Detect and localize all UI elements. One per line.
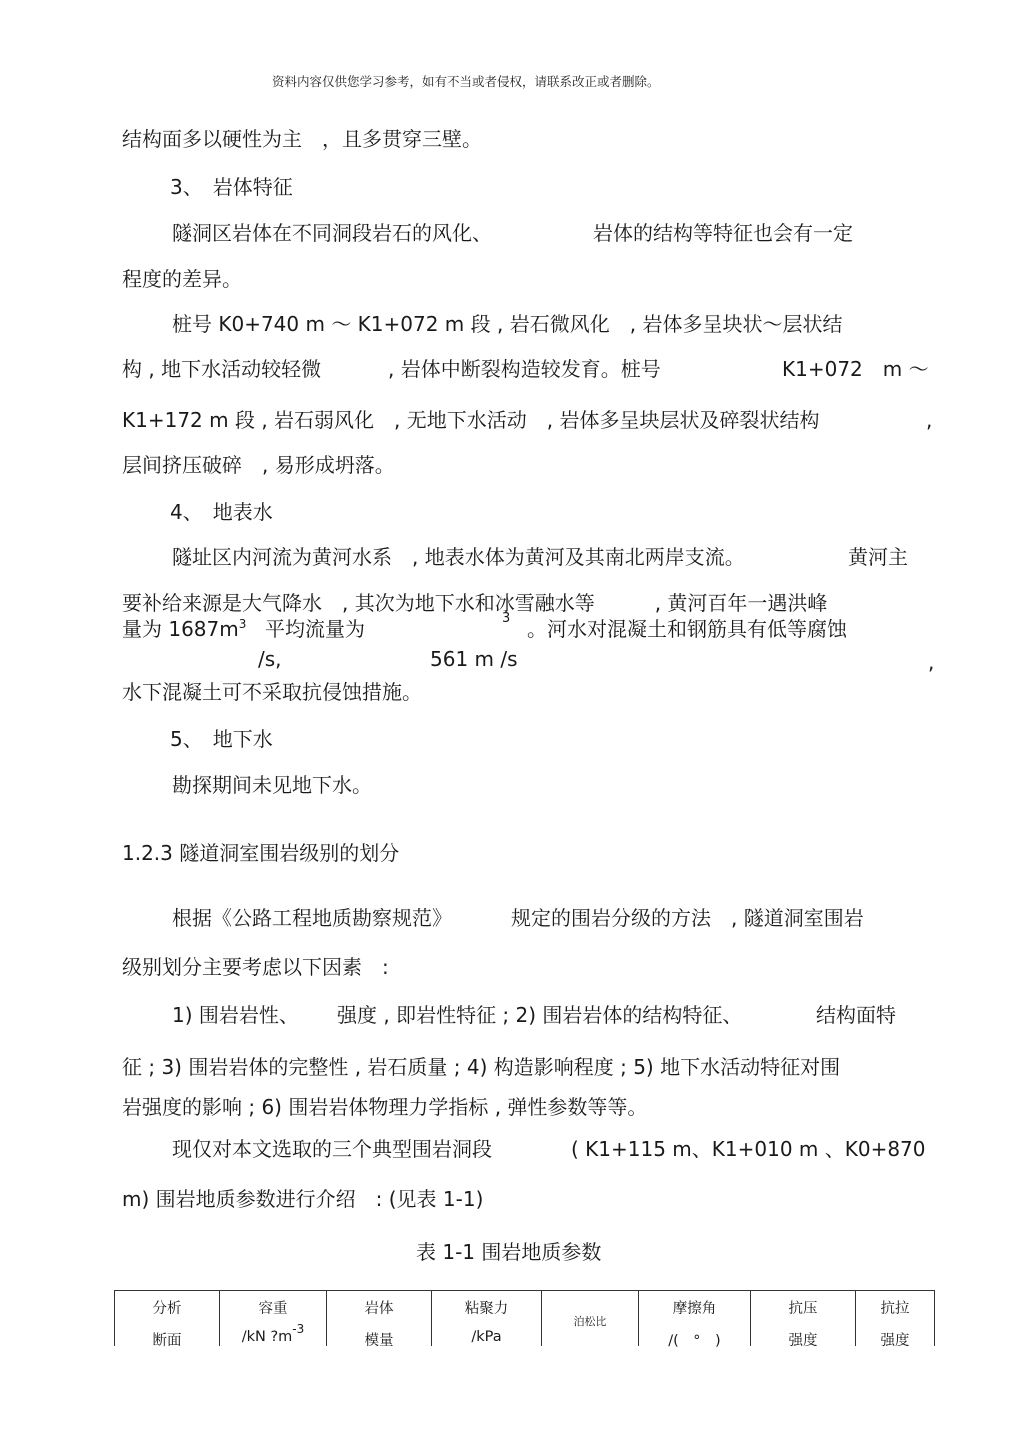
text-line: 强度 , 即岩性特征 ; 2) 围岩岩体的结构特征、 (337, 1003, 743, 1027)
text-line: 结构面多以硬性为主 ，且多贯穿三壁。 (122, 127, 482, 151)
rock-parameters-table (114, 1290, 935, 1349)
text-line: ( K1+115 m、K1+010 m 、K0+870 (571, 1137, 926, 1161)
text-line: K1+072 m ～ (782, 357, 929, 381)
text-line: 隧址区内河流为黄河水系 , 地表水体为黄河及其南北两岸支流。 (172, 545, 745, 569)
table-header-row (115, 1291, 935, 1347)
text-line: 岩体的结构等特征也会有一定 (593, 221, 853, 245)
section-heading: 1.2.3 隧道洞室围岩级别的划分 (122, 841, 400, 865)
table-caption: 表 1-1 围岩地质参数 (416, 1240, 602, 1264)
header-cell: 岩体 模量 (327, 1291, 432, 1347)
text-line: 黄河主 (848, 545, 908, 569)
text-line: 要补给来源是大气降水 , 其次为地下水和冰雪融水等 , 黄河百年一遇洪峰 (122, 591, 828, 615)
text-line: 561 m /s (430, 647, 518, 671)
text-line: 规定的围岩分级的方法 , 隧道洞室围岩 (511, 906, 864, 930)
header-cell: 容重 /kN $?m^{-3}$ (220, 1291, 327, 1347)
header-cell: 抗拉 强度 (856, 1291, 935, 1347)
text-line: 根据《公路工程地质勘察规范》 (172, 906, 452, 930)
text-line: 勘探期间未见地下水。 (172, 773, 372, 797)
text-line: 构 , 地下水活动较轻微 (122, 357, 322, 381)
text-line: 程度的差异。 (122, 267, 242, 291)
header-cell: 泊松比 (542, 1291, 639, 1347)
text-line: 。河水对混凝土和钢筋具有低等腐蚀 (527, 617, 847, 641)
text-line: /s, (258, 647, 282, 671)
heading-surface-water: 4、 地表水 (170, 500, 273, 524)
text-line: 量为 $1687m^3$ (122, 617, 247, 641)
text-line: , (926, 408, 933, 432)
heading-groundwater: 5、 地下水 (170, 727, 273, 751)
text-line: 结构面特 (816, 1003, 896, 1027)
text-line: m) 围岩地质参数进行介绍 : (见表 1-1) (122, 1187, 484, 1211)
header-cell: 抗压 强度 (751, 1291, 856, 1347)
text-line: 现仅对本文选取的三个典型围岩洞段 (172, 1137, 492, 1161)
text-line: 1) 围岩岩性、 (172, 1003, 299, 1027)
header-cell: 分析 断面 (115, 1291, 220, 1347)
text-line: 桩号 K0+740 m ～ K1+072 m 段 , 岩石微风化 , 岩体多呈块状～层状结 (172, 312, 843, 336)
page-header-note: 资料内容仅供您学习参考，如有不当或者侵权，请联系改正或者删除。 (272, 74, 660, 89)
header-cell: 摩擦角 /( ° ) (639, 1291, 751, 1347)
text-line: 平均流量为 (265, 617, 365, 641)
superscript: 3 (502, 611, 511, 626)
text-line: 岩强度的影响 ; 6) 围岩岩体物理力学指标 , 弹性参数等等。 (122, 1095, 648, 1119)
text-line: K1+172 m 段 , 岩石弱风化 , 无地下水活动 , 岩体多呈块层状及碎裂状结构 (122, 408, 820, 432)
text-line: 层间挤压破碎 , 易形成坍落。 (122, 453, 395, 477)
heading-rock-mass: 3、 岩体特征 (170, 175, 293, 199)
text-line: 征 ; 3) 围岩岩体的完整性 , 岩石质量 ; 4) 构造影响程度 ; 5) 地下水活动特征对围 (122, 1055, 841, 1079)
text-line: 隧洞区岩体在不同洞段岩石的风化、 (172, 221, 492, 245)
text-line: , 岩体中断裂构造较发育。桩号 (388, 357, 661, 381)
text-line: 水下混凝土可不采取抗侵蚀措施。 (122, 680, 422, 704)
text-line: , (928, 650, 935, 674)
text-line: 级别划分主要考虑以下因素 : (122, 955, 389, 979)
header-cell: 粘聚力 /kPa (432, 1291, 542, 1347)
